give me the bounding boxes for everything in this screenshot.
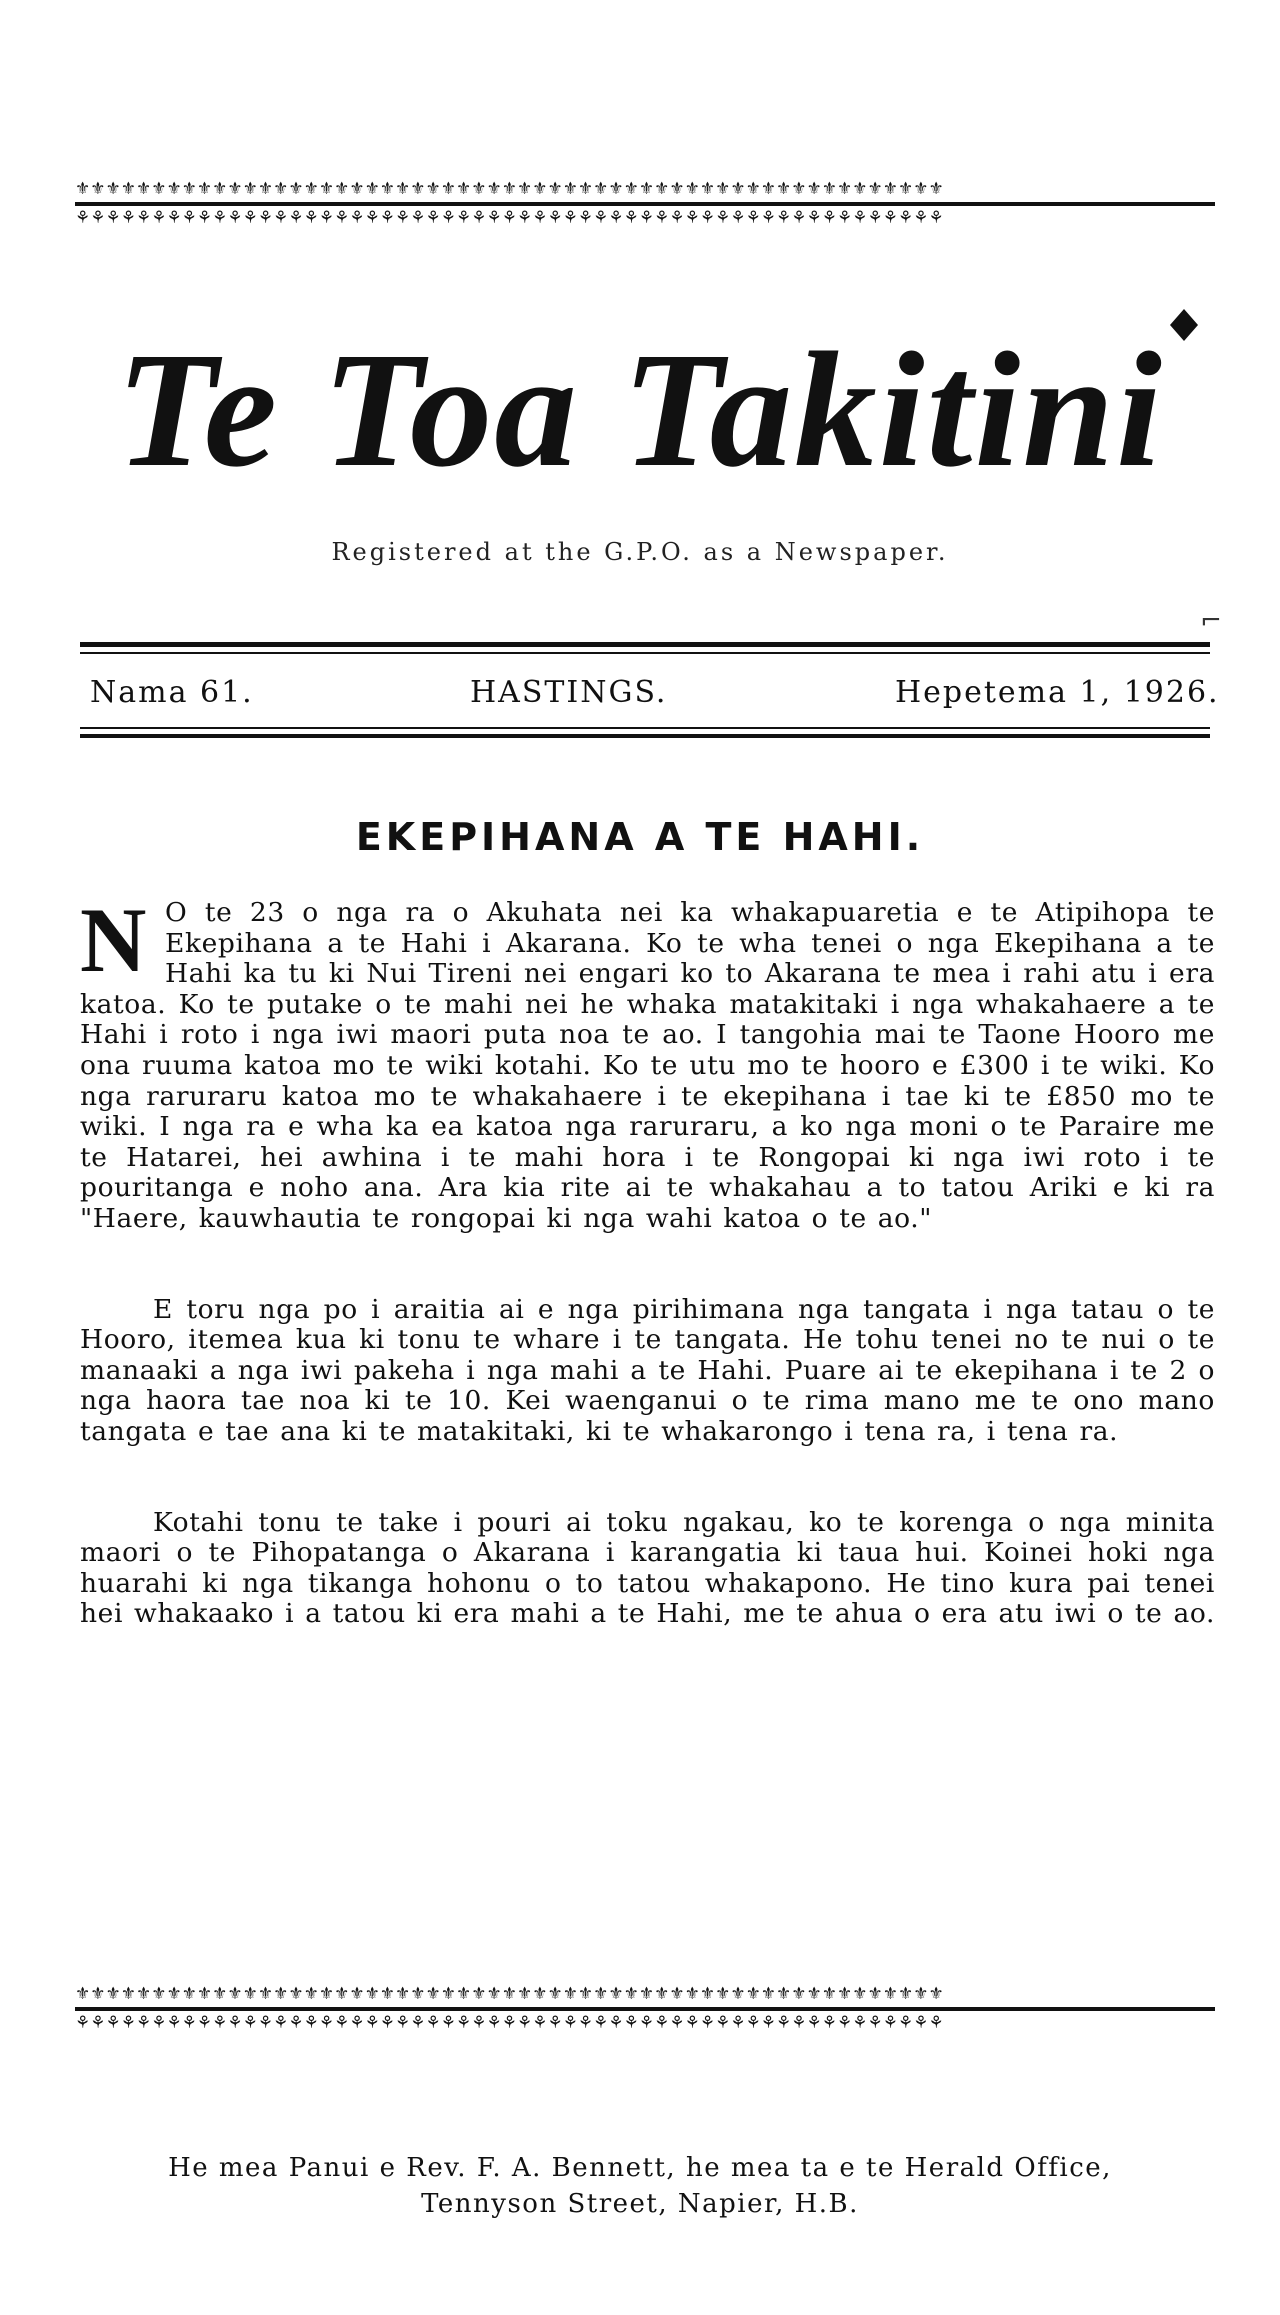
ornament-rule — [75, 202, 1215, 206]
article-body — [80, 889, 1215, 1630]
masthead-title-text: Te Toa Takitini — [116, 318, 1164, 501]
info-band-rule-top — [80, 642, 1210, 647]
colophon-line-1: He mea Panui e Rev. F. A. Bennett, he mea ta e te Herald Office, — [168, 2153, 1112, 2183]
article-headline: EKEPIHANA A TE HAHI. — [355, 815, 925, 859]
top-ornamental-border — [75, 180, 1215, 228]
issue-number: Nama 61. — [90, 675, 254, 710]
info-band-rule-top-thin — [80, 652, 1210, 654]
stray-mark-icon: ⌐ — [1200, 606, 1222, 636]
ornament-row-top: ⚜⚜⚜⚜⚜⚜⚜⚜⚜⚜⚜⚜⚜⚜⚜⚜⚜⚜⚜⚜⚜⚜⚜⚜⚜⚜⚜⚜⚜⚜⚜⚜⚜⚜⚜⚜⚜⚜⚜⚜⚜⚜⚜⚜⚜⚜⚜⚜⚜⚜⚜⚜⚜⚜⚜⚜⚜ — [75, 1985, 944, 2004]
ornament-row-top: ⚜⚜⚜⚜⚜⚜⚜⚜⚜⚜⚜⚜⚜⚜⚜⚜⚜⚜⚜⚜⚜⚜⚜⚜⚜⚜⚜⚜⚜⚜⚜⚜⚜⚜⚜⚜⚜⚜⚜⚜⚜⚜⚜⚜⚜⚜⚜⚜⚜⚜⚜⚜⚜⚜⚜⚜⚜ — [75, 180, 944, 199]
drop-cap: N — [80, 889, 148, 991]
diamond-dot-icon — [1170, 309, 1198, 341]
bottom-ornamental-border — [75, 1985, 1215, 2033]
article-paragraph-1-text: O te 23 o nga ra o Akuhata nei ka whakapuaretia e te Atipihopa te Ekepihana a te Hahi i Akarana. Ko te wha tenei o nga Ekepihana a te Hahi ka tu ki Nui Tireni nei engari ko to Akarana te mea i rahi atu i era katoa. Ko te putake o te mahi nei he whaka matakitaki i nga whakahaere a te Hahi i roto i nga iwi maori puta noa te ao. I tangohia mai te Taone Hooro me ona ruuma katoa mo te wiki kotahi. Ko te utu mo te hooro e £300 i te wiki. Ko nga raruraru katoa mo te whakahaere i te ekepihana i tae ki te £850 mo te wiki. I nga ra e wha ka ea katoa nga raruraru, a ko nga moni o te Paraire me te Hatarei, hei awhina i te mahi hora i te Rongopai ki nga iwi roto i te pouritanga e noho ana. Ara kia rite ai te whakahau a to tatou Ariki e ki ra "Haere, kauwhautia te rongopai ki nga wahi katoa o te ao." — [80, 897, 1215, 1234]
issue-place: HASTINGS. — [470, 675, 668, 710]
article-paragraph-1 — [80, 889, 1215, 1235]
masthead-title — [40, 270, 1240, 550]
article-paragraph-2: E toru nga po i araitia ai e nga pirihimana nga tangata i nga tatau o te Hooro, itemea kua ki tonu te whare i te tangata. He tohu tenei no te nui o te manaaki a nga iwi pakeha i nga mahi a te Hahi. Puare ai te ekepihana i te 2 o nga haora tae noa ki te 10. Kei waenganui o te rima mano me te ono mano tangata e tae ana ki te matakitaki, ki te whakarongo i tena ra, i tena ra. — [80, 1293, 1215, 1447]
masthead-title-svg — [40, 270, 1240, 530]
article-paragraph-3: Kotahi tonu te take i pouri ai toku ngakau, ko te korenga o nga minita maori o te Pihopatanga o Akarana i karangatia ki taua hui. Koinei hoki nga huarahi ki nga tikanga hohonu o to tatou whakapono. He tino kura pai tenei hei whakaako i a tatou ki era mahi a te Hahi, me te ahua o era atu iwi o te ao. — [80, 1506, 1215, 1630]
issue-date: Hepetema 1, 1926. — [895, 675, 1220, 710]
colophon-line-2: Tennyson Street, Napier, H.B. — [421, 2189, 859, 2219]
ornament-row-bottom: ⚘⚘⚘⚘⚘⚘⚘⚘⚘⚘⚘⚘⚘⚘⚘⚘⚘⚘⚘⚘⚘⚘⚘⚘⚘⚘⚘⚘⚘⚘⚘⚘⚘⚘⚘⚘⚘⚘⚘⚘⚘⚘⚘⚘⚘⚘⚘⚘⚘⚘⚘⚘⚘⚘⚘⚘⚘ — [75, 2014, 944, 2033]
colophon — [0, 2150, 1280, 2222]
ornament-row-bottom: ⚘⚘⚘⚘⚘⚘⚘⚘⚘⚘⚘⚘⚘⚘⚘⚘⚘⚘⚘⚘⚘⚘⚘⚘⚘⚘⚘⚘⚘⚘⚘⚘⚘⚘⚘⚘⚘⚘⚘⚘⚘⚘⚘⚘⚘⚘⚘⚘⚘⚘⚘⚘⚘⚘⚘⚘⚘ — [75, 209, 944, 228]
registered-notice: Registered at the G.P.O. as a Newspaper. — [331, 538, 949, 566]
ornament-rule — [75, 2007, 1215, 2011]
info-band-rule-bottom-thin — [80, 727, 1210, 729]
info-band-rule-bottom — [80, 734, 1210, 738]
